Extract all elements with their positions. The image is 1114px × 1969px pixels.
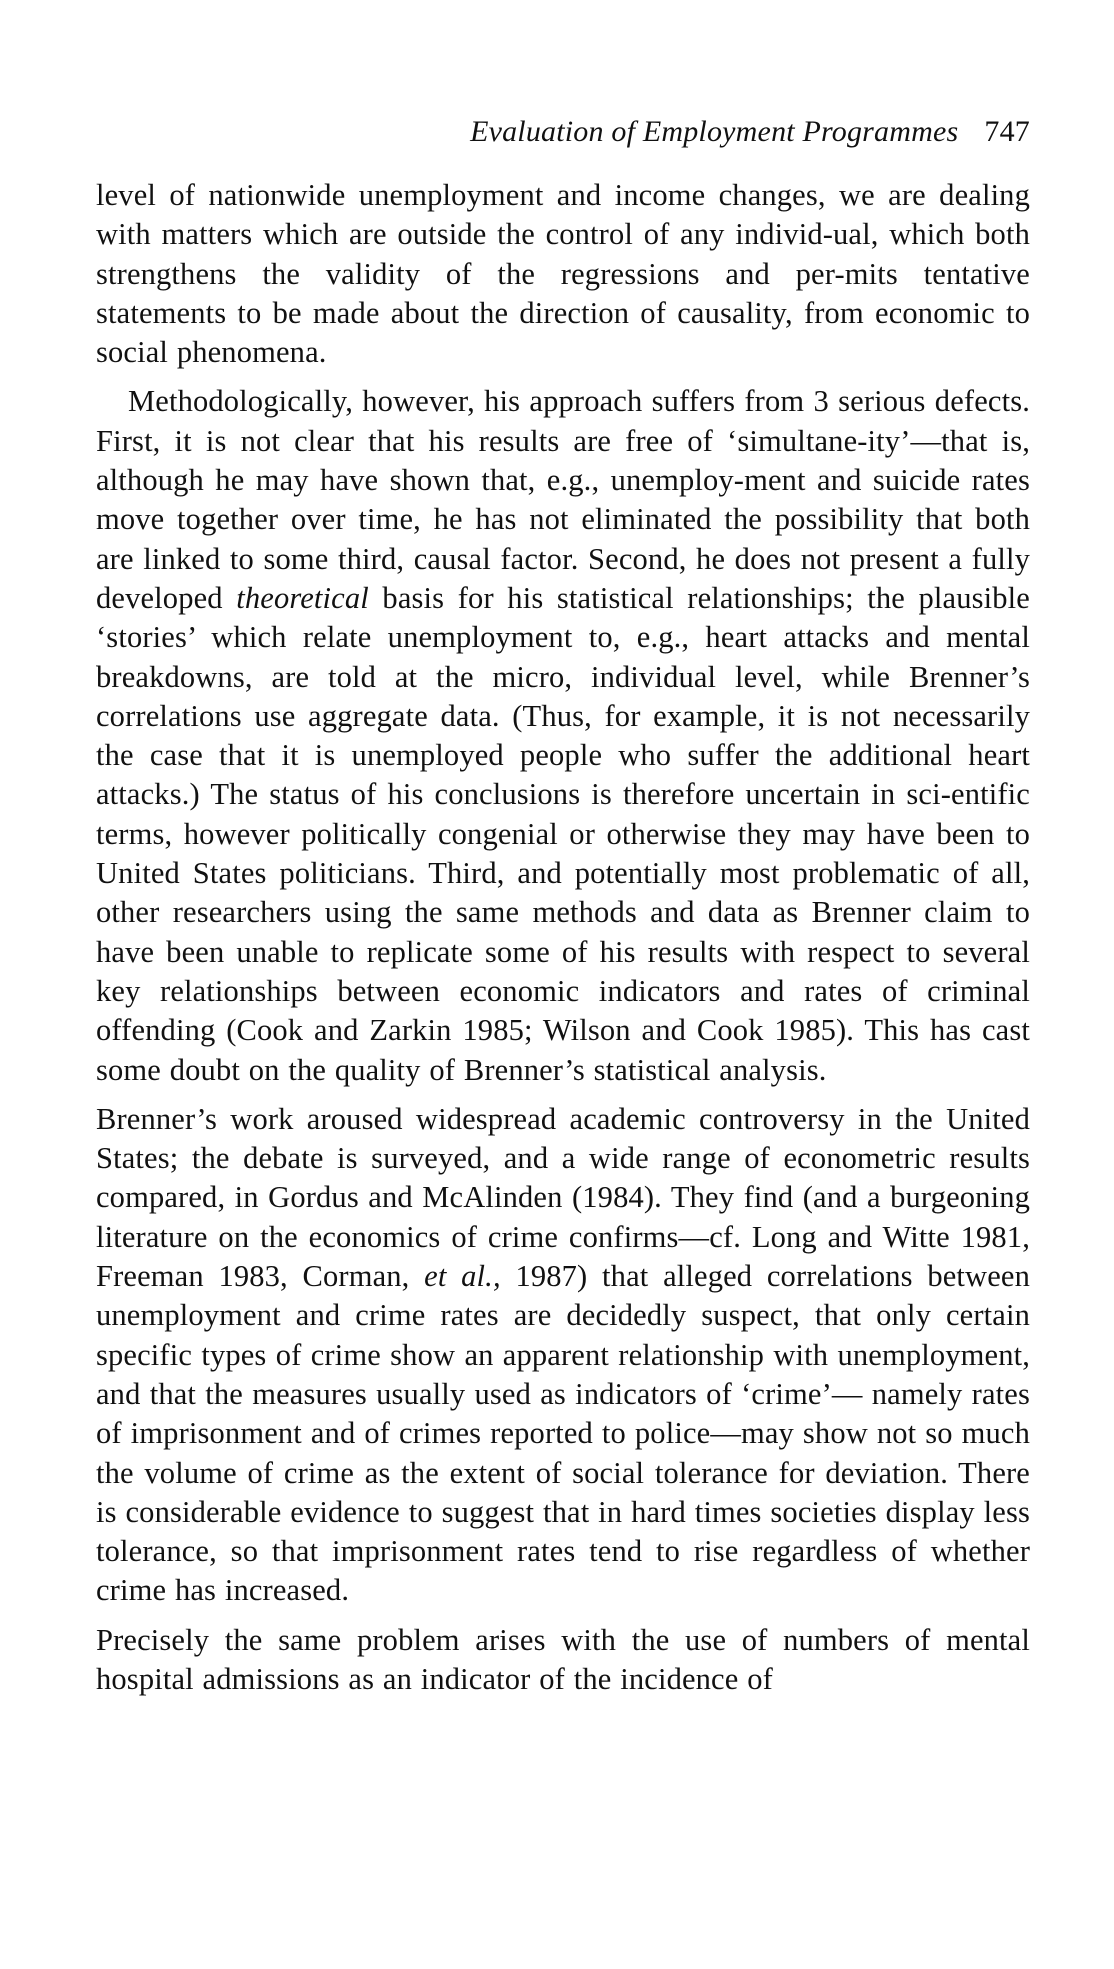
paragraph-3 xyxy=(96,1100,1030,1611)
page-number: 747 xyxy=(984,115,1030,148)
paragraph-4-text: Precisely the same problem arises with the use of numbers of mental hospital admissions as an indicator of the incidence of xyxy=(96,1622,1030,1696)
paragraph-1-text: level of nationwide unemployment and income changes, we are dealing with matters which are outside the control of any individ-ual, which both strengthens the validity of the regressions and per-mits tentative statements to be made about the direction of causality, from economic to social phenomena. xyxy=(96,178,1030,370)
paragraph-3-text-a: Brenner’s work aroused widespread academic controversy in the United States; the debate is surveyed, and a wide range of econometric results compared, in Gordus and McAlinden (1984). They find (and a burgeoning literature on the economics of crime confirms—cf. Long and Witte 1981, Freeman 1983, Corman, xyxy=(96,1101,1030,1294)
running-header xyxy=(96,112,1030,152)
running-title: Evaluation of Employment Programmes xyxy=(470,115,959,148)
paragraph-3-text-b: 1987) that alleged correlations between unemployment and crime rates are decidedly suspect, that only certain specific types of crime show an apparent relationship with unemployment, and that the measures usually used as indicators of ‘crime’— namely rates of imprisonment and of crimes reported to police—may show not so much the volume of crime as the extent of social tolerance for deviation. There is considerable evidence to suggest that in hard times societies display less tolerance, so that imprisonment rates tend to rise regardless of whether crime has increased. xyxy=(96,1259,1030,1608)
emphasis-theoretical: theoretical xyxy=(236,580,369,615)
paragraph-2 xyxy=(96,382,1030,1089)
paragraph-2-text-a: Methodologically, however, his approach suffers from 3 serious defects. First, it is not clear that his results are free of ‘simultane-ity’—that is, although he may have shown that, e.g., unemploy-ment and suicide rates move together over time, he has not eliminated the possibility that both are linked to some third, causal factor. Second, he does not present a fully developed xyxy=(96,384,1030,615)
paragraph-1 xyxy=(96,176,1030,372)
paragraph-2-text-b: basis for his statistical relationships; the plausible ‘stories’ which relate unemployment to, e.g., heart attacks and mental breakdowns, are told at the micro, individual level, while Brenner’s correlations use aggregate data. (Thus, for example, it is not necessarily the case that it is unemployed people who suffer the additional heart attacks.) The status of his conclusions is therefore uncertain in sci-entific terms, however politically congenial or otherwise they may have been to United States politicians. Third, and potentially most problematic of all, other researchers using the same methods and data as Brenner claim to have been unable to replicate some of his results with respect to several key relationships between economic indicators and rates of criminal offending (Cook and Zarkin 1985; Wilson and Cook 1985). This has cast some doubt on the quality of Brenner’s statistical analysis. xyxy=(96,580,1030,1087)
paragraph-4 xyxy=(96,1621,1030,1700)
emphasis-et-al: et al., xyxy=(424,1259,501,1294)
body-text xyxy=(96,176,1030,1699)
